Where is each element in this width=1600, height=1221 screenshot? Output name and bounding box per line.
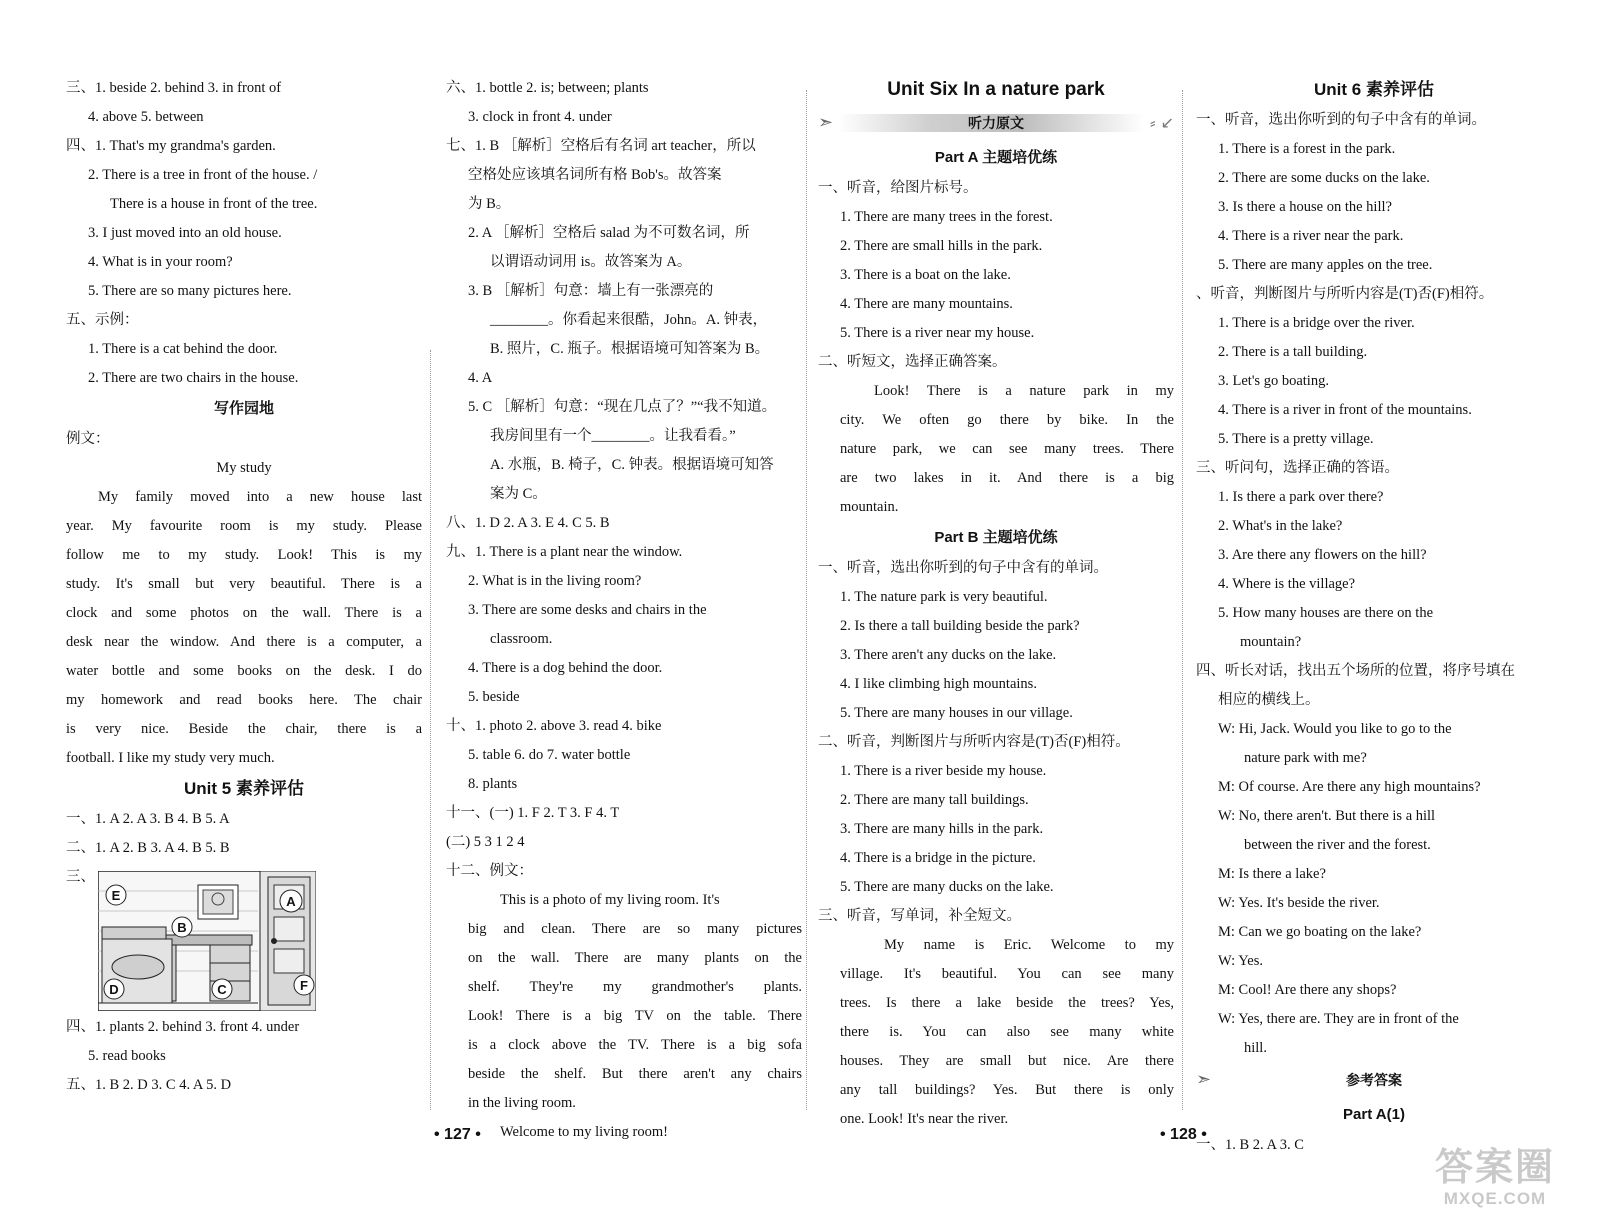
script-line: 2. There is a tall building. [1218,344,1368,360]
answer-line: 4. What is in your room? [88,254,233,270]
essay-line: Look! There is a big TV on the table. There [468,1008,802,1024]
section-heading: Unit 6 素养评估 [1314,80,1434,99]
essay-line: my homework and read books here. The chair [66,692,422,708]
answer-line: 三、1. beside 2. behind 3. in front of [66,80,282,96]
question-title: 四、听长对话，找出五个场所的位置，将序号填在 [1196,663,1515,679]
script-line: 2. Is there a tall building beside the park? [840,618,1080,634]
answer-line: 5. C ［解析］句意：“现在几点了？”“我不知道。 [468,399,777,415]
column-divider [1182,90,1183,1110]
script-line: 4. I like climbing high mountains. [840,676,1037,692]
script-line: 4. There is a river near the park. [1218,228,1404,244]
essay-line: clock and some photos on the wall. There is a [66,605,422,621]
script-line: 5. How many houses are there on the [1218,605,1434,621]
answer-line: 2. There is a tree in front of the house. / [88,167,318,183]
script-line: 4. There are many mountains. [840,296,1013,312]
essay-line: follow me to my study. Look! This is my [66,547,422,563]
dialogue-line: hill. [1244,1040,1267,1056]
arrow-icon: ➣ [1196,1069,1212,1090]
script-line: mountain? [1240,634,1302,650]
essay-title: My study [216,460,272,476]
script-line: 1. The nature park is very beautiful. [840,589,1048,605]
script-line: 2. There are some ducks on the lake. [1218,170,1430,186]
answer-line: 3. I just moved into an old house. [88,225,282,241]
dialogue-line: W: Yes. It's beside the river. [1218,895,1380,911]
question-title: 三、听音，写单词，补全短文。 [818,908,1021,924]
column-3 [818,74,1174,1134]
section-band [818,110,1174,136]
script-line: village. It's beautiful. You can see many [840,966,1174,982]
answer-line: 5. read books [88,1048,166,1064]
label-b: B [177,920,187,935]
script-line: 3. Let's go boating. [1218,373,1329,389]
essay-line: Welcome to my living room! [500,1124,668,1140]
script-line: one. Look! It's near the river. [840,1111,1009,1127]
script-line: 1. There are many trees in the forest. [840,209,1053,225]
dialogue-line: M: Can we go boating on the lake? [1218,924,1422,940]
script-line: 3. Is there a house on the hill? [1218,199,1392,215]
label-d: D [109,982,119,997]
answer-line: 4. above 5. between [88,109,204,125]
answer-line: 3. B ［解析］句意：墙上有一张漂亮的 [468,283,714,299]
question-title: 三、听问句，选择正确的答语。 [1196,460,1399,476]
page-divider [806,90,807,1110]
essay-line: year. My favourite room is my study. Please [66,518,422,534]
essay-line: beside the shelf. But there aren't any chairs [468,1066,802,1082]
question-title: 二、听短文，选择正确答案。 [818,354,1007,370]
script-line: 3. There is a boat on the lake. [840,267,1011,283]
column-4 [1196,74,1552,1160]
answer-line: 案为 C。 [490,486,547,502]
answer-line: 我房间里有一个________。让我看看。” [490,428,736,444]
essay-line: football. I like my study very much. [66,750,275,766]
answer-line: 空格处应该填名词所有格 Bob's。故答案 [468,167,722,183]
answer-line: 为 B。 [468,196,511,212]
label-a: A [286,894,296,909]
answer-line: 五、示例： [66,312,139,328]
watermark-logo [1420,1147,1570,1209]
answer-line: 4. There is a dog behind the door. [468,660,663,676]
answer-line: (二) 5 3 1 2 4 [446,834,525,850]
essay-line: on the wall. There are many plants on the [468,950,802,966]
answer-line: 3. clock in front 4. under [468,109,612,125]
script-line: are two lakes in it. And there is a big [840,470,1174,486]
answer-line: 十、1. photo 2. above 3. read 4. bike [446,718,662,734]
dialogue-line: nature park with me? [1244,750,1367,766]
answer-line: 十一、(一) 1. F 2. T 3. F 4. T [446,805,620,821]
question-title: 二、听音，判断图片与所听内容是(T)否(F)相符。 [818,734,1130,750]
section-band [1196,1067,1552,1093]
section-heading: Unit 5 素养评估 [184,779,304,798]
dialogue-line: M: Cool! Are there any shops? [1218,982,1397,998]
answer-line: 5. There are so many pictures here. [88,283,292,299]
answer-line: ________。你看起来很酷，John。A. 钟表， [490,312,768,328]
script-line: houses. They are small but nice. Are there [840,1053,1174,1069]
answer-line: 三、 [66,869,95,885]
script-line: 3. There are many hills in the park. [840,821,1044,837]
part-title: Part A(1) [1343,1106,1405,1123]
essay-line: is a clock above the TV. There is a big sofa [468,1037,802,1053]
script-line: 2. There are many tall buildings. [840,792,1029,808]
script-line: city. We often go there by bike. In the [840,412,1174,428]
example-label: 例文： [66,431,110,447]
script-line: 2. There are small hills in the park. [840,238,1043,254]
answer-line: 二、1. A 2. B 3. A 4. B 5. B [66,840,230,856]
band-title: 参考答案 [1346,1072,1402,1088]
unit-title: Unit Six In a nature park [887,79,1105,100]
essay-line: is very nice. Beside the chair, there is a [66,721,422,737]
dialogue-line: M: Is there a lake? [1218,866,1326,882]
answer-line: 2. What is in the living room? [468,573,642,589]
column-divider [430,350,431,1110]
watermark-text: 答案圈 [1434,1147,1555,1189]
answer-line: 七、1. B ［解析］空格后有名词 art teacher，所以 [446,138,756,154]
essay-line: This is a photo of my living room. It's [500,892,720,908]
script-line: Look! There is a nature park in my [874,383,1174,399]
page-number-left: • 127 • [434,1126,481,1143]
answer-line: 八、1. D 2. A 3. E 4. C 5. B [446,515,610,531]
script-line: nature park, we can see many trees. There [840,441,1174,457]
script-line: 5. There are many ducks on the lake. [840,879,1054,895]
feather-icon: ⸗ ↙ [1150,113,1174,132]
essay-line: study. It's small but very beautiful. There is a [66,576,422,592]
dialogue-line: M: Of course. Are there any high mountains? [1218,779,1481,795]
dialogue-line: W: No, there aren't. But there is a hill [1218,808,1436,824]
essay-line: shelf. They're my grandmother's plants. [468,979,802,995]
essay-line: big and clean. There are so many pictures [468,921,802,937]
figure-row [66,863,422,1013]
band-title: 听力原文 [968,115,1024,131]
essay-line: desk near the window. And there is a computer, a [66,634,422,650]
label-e: E [111,888,121,903]
section-heading: 写作园地 [213,400,274,417]
script-line: My name is Eric. Welcome to my [884,937,1174,953]
script-line: trees. Is there a lake beside the trees? Yes, [840,995,1174,1011]
arrow-icon: ➣ [818,112,834,133]
answer-line: 3. There are some desks and chairs in the [468,602,707,618]
answer-line: 五、1. B 2. D 3. C 4. A 5. D [66,1077,232,1093]
essay-line: My family moved into a new house last [98,489,422,505]
question-title: 相应的横线上。 [1218,692,1320,708]
answer-line: 5. table 6. do 7. water bottle [468,747,631,763]
essay-line: in the living room. [468,1095,576,1111]
script-line: 5. There is a pretty village. [1218,431,1374,447]
question-title: 一、听音，选出你听到的句子中含有的单词。 [1196,112,1486,128]
script-line: 4. There is a bridge in the picture. [840,850,1036,866]
answer-line: 四、1. That's my grandma's garden. [66,138,276,154]
script-line: 4. There is a river in front of the mountains. [1218,402,1472,418]
dialogue-line: between the river and the forest. [1244,837,1431,853]
dialogue-line: W: Hi, Jack. Would you like to go to the [1218,721,1452,737]
script-line: mountain. [840,499,899,515]
script-line: 1. There is a river beside my house. [840,763,1047,779]
page-number-right: • 128 • [1160,1126,1207,1143]
room-illustration [98,871,316,1011]
script-line: 5. There is a river near my house. [840,325,1035,341]
watermark-url: MXQE.COM [1443,1189,1547,1208]
answer-line: 5. beside [468,689,520,705]
question-title: 、听音，判断图片与所听内容是(T)否(F)相符。 [1196,286,1494,302]
script-line: any tall buildings? Yes. But there is only [840,1082,1174,1098]
script-line: 4. Where is the village? [1218,576,1356,592]
answer-line: A. 水瓶，B. 椅子，C. 钟表。根据语境可知答 [490,457,774,473]
dialogue-line: W: Yes. [1218,953,1263,969]
part-title: Part A 主题培优练 [934,149,1058,166]
answer-line: 2. A ［解析］空格后 salad 为不可数名词，所 [468,225,750,241]
answer-line: 2. There are two chairs in the house. [88,370,299,386]
answer-line: 1. There is a cat behind the door. [88,341,278,357]
answer-line: B. 照片，C. 瓶子。根据语境可知答案为 B。 [490,341,770,357]
column-1 [66,74,422,1100]
answer-line: 4. A [468,370,493,386]
label-c: C [217,982,227,997]
answer-line: 六、1. bottle 2. is; between; plants [446,80,649,96]
answer-line: 以谓语动词用 is。故答案为 A。 [490,254,692,270]
label-f: F [300,978,308,993]
script-line: 1. Is there a park over there? [1218,489,1384,505]
script-line: 1. There is a forest in the park. [1218,141,1396,157]
answer-line: 一、1. A 2. A 3. B 4. B 5. A [66,811,230,827]
script-line: 3. Are there any flowers on the hill? [1218,547,1427,563]
essay-line: water bottle and some books on the desk. I do [66,663,422,679]
answer-line: classroom. [490,631,553,647]
script-line: 1. There is a bridge over the river. [1218,315,1415,331]
question-title: 一、听音，选出你听到的句子中含有的单词。 [818,560,1108,576]
answer-line: There is a house in front of the tree. [110,196,318,212]
dialogue-line: W: Yes, there are. They are in front of the [1218,1011,1459,1027]
answer-line: 九、1. There is a plant near the window. [446,544,683,560]
answer-line: 四、1. plants 2. behind 3. front 4. under [66,1019,300,1035]
answer-line: 8. plants [468,776,518,792]
script-line: 5. There are many houses in our village. [840,705,1073,721]
column-2 [446,74,802,1147]
question-title: 一、听音，给图片标号。 [818,180,978,196]
part-title: Part B 主题培优练 [934,529,1058,546]
script-line: 2. What's in the lake? [1218,518,1343,534]
answer-line: 一、1. B 2. A 3. C [1196,1137,1304,1153]
script-line: there is. You can also see many white [840,1024,1174,1040]
answer-line: 十二、例文： [446,863,533,879]
script-line: 3. There aren't any ducks on the lake. [840,647,1057,663]
script-line: 5. There are many apples on the tree. [1218,257,1433,273]
